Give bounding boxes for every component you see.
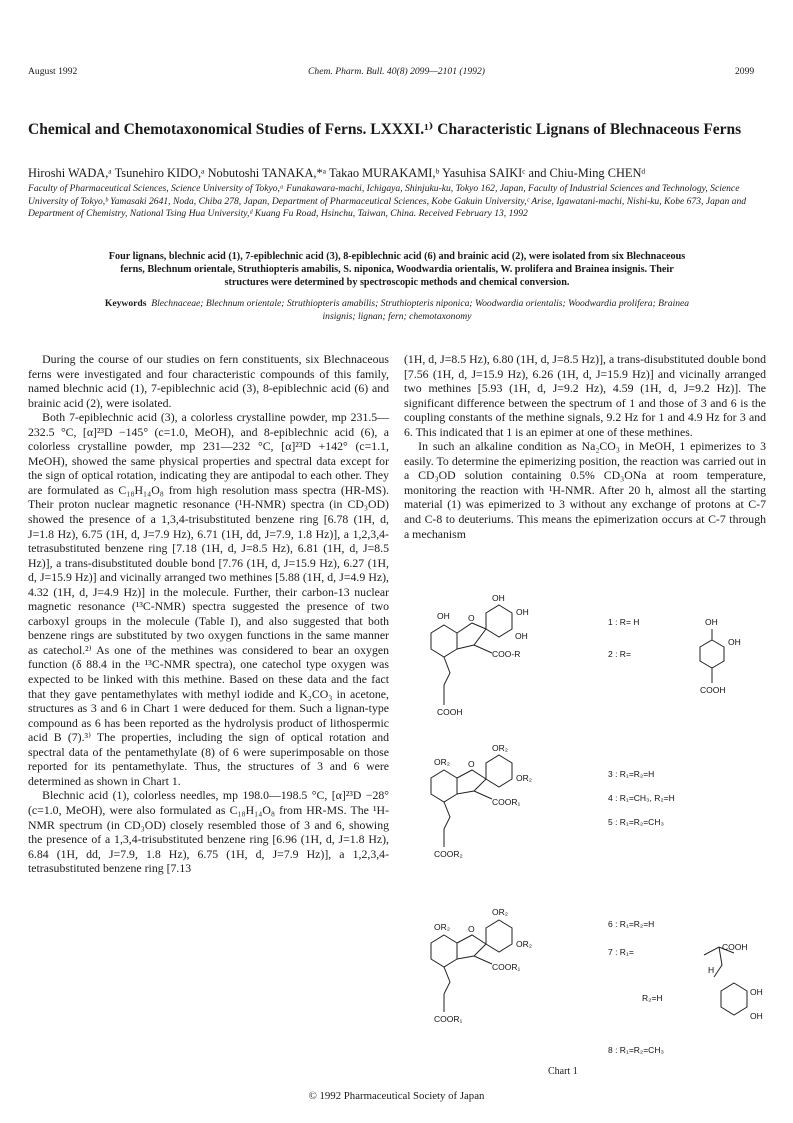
label-oh: OH — [516, 607, 529, 617]
label-oh: OH — [515, 631, 528, 641]
label-or2: OR₂ — [516, 773, 533, 783]
keywords-text: Blechnaceae; Blechnum orientale; Struthiopteris amabilis; Struthiopteris niponica; Woodwardia orientalis; Woodwardia prolifera; Brainea insignis; lignan; fern; chemotaxonomy — [151, 298, 690, 322]
label-coo-r: COO-R — [492, 649, 521, 659]
label-oh: OH — [492, 593, 505, 603]
label-cooh: COOH — [722, 942, 748, 952]
label-coor1: COOR₁ — [434, 1014, 463, 1024]
label-oh: OH — [750, 1011, 763, 1021]
header-page-number: 2099 — [735, 66, 755, 77]
keywords — [102, 298, 692, 323]
chart-1-structures — [404, 565, 766, 1080]
keywords-label: Keywords — [104, 298, 147, 309]
label-or2: OR₂ — [492, 743, 509, 753]
compound-8-label: 8 : R₁=R₂=CH₃ — [608, 1045, 664, 1055]
compound-7-r2-label: R₂=H — [642, 993, 663, 1003]
label-or2: OR₂ — [516, 939, 533, 949]
compound-2-label: 2 : R= — [608, 649, 631, 659]
label-oh: OH — [437, 611, 450, 621]
label-coor1: COOR₁ — [492, 797, 521, 807]
body-column-right — [404, 352, 766, 541]
label-oh: OH — [750, 987, 763, 997]
header-date: August 1992 — [28, 66, 78, 77]
body-paragraph: Blechnic acid (1), colorless needles, mp 198.0—198.5 °C, [α]²³D −28° (c=1.0, MeOH), were also formulated as C₁₈H₁₄O₈ from HR-MS. The ¹H-NMR spectrum (in CD₃OD) closely resembled those of 3 and 6, showing the presence of a 1,3,4-trisubstituted benzene ring [6.96 (1H, d, J=1.8 Hz), 6.84 (1H, dd, J=7.9, 1.8 Hz), 6.75 (1H, d, J=7.9 Hz)], a 1,2,3,4-tetrasubstituted benzene ring [7.13 — [28, 788, 389, 876]
label-ring-oxygen: O — [468, 613, 475, 623]
label-or2: OR₂ — [434, 757, 451, 767]
compound-1-label: 1 : R= H — [608, 617, 640, 627]
abstract: Four lignans, blechnic acid (1), 7-epiblechnic acid (3), 8-epiblechnic acid (6) and brainic acid (2), were isolated from six Blechnaceous ferns, Blechnum orientale, Struthiopteris amabilis, S. niponica, Woodwardia orientalis, W. prolifera and Brainea insignis. Their structures were determined by spectroscopic methods and chemical conversion. — [108, 251, 686, 288]
label-ring-oxygen: O — [468, 759, 475, 769]
label-oh: OH — [728, 637, 741, 647]
label-cooh: COOH — [700, 685, 726, 695]
label-or2: OR₂ — [434, 922, 451, 932]
label-coor1: COOR₁ — [492, 962, 521, 972]
chart-caption: Chart 1 — [548, 1066, 578, 1077]
compound-4-label: 4 : R₁=CH₃, R₂=H — [608, 793, 675, 803]
header-journal: Chem. Pharm. Bull. 40(8) 2099—2101 (1992) — [308, 66, 485, 77]
paper-title: Chemical and Chemotaxonomical Studies of Ferns. LXXXI.¹⁾ Characteristic Lignans of Blechnaceous Ferns — [28, 121, 742, 138]
affiliations: Faculty of Pharmaceutical Sciences, Science University of Tokyo,ᵃ Funakawara-machi, Ichigaya, Shinjuku-ku, Tokyo 162, Japan, Faculty of Industrial Sciences and Technology, Science University of Tokyo,ᵇ Yamasaki 2641, Noda, Chiba 278, Japan, Department of Pharmaceutical Sciences, Kobe Gakuin University,ᶜ Arise, Igawatani-machi, Nishi-ku, Kobe 673, Japan and Department of Chemistry, National Tsing Hua University,ᵈ Kuang Fu Road, Hsinchu, Taiwan, China. Received February 13, 1992 — [28, 183, 747, 220]
compound-5-label: 5 : R₁=R₂=CH₃ — [608, 817, 664, 827]
label-oh: OH — [705, 617, 718, 627]
copyright-footer: © 1992 Pharmaceutical Society of Japan — [308, 1090, 485, 1102]
body-paragraph: In such an alkaline condition as Na₂CO₃ in MeOH, 1 epimerizes to 3 easily. To determine the epimerizing position, the reaction was carried out in a CD₃OD solution containing 0.5% CD₃ONa at room temperature, monitoring the reaction with ¹H-NMR. After 20 h, almost all the starting material (1) was epimerized to 3 without any exchange of protons at C-7 and C-8 to deuteriums. This means the epimerization occurs at C-7 through a mechanism — [404, 439, 766, 541]
body-paragraph: During the course of our studies on fern constituents, six Blechnaceous ferns were investigated and four characteristic compounds of this family, named blechnic acid (1), 7-epiblechnic acid (3), 8-epiblechnic acid (6) and brainic acid (2), were isolated. — [28, 352, 389, 410]
label-h: H — [708, 965, 715, 975]
label-or2: OR₂ — [492, 907, 509, 917]
body-column-left — [28, 352, 389, 876]
compound-7-label: 7 : R₁= — [608, 947, 634, 957]
chemical-structures-drawing — [404, 565, 766, 1080]
body-paragraph: Both 7-epiblechnic acid (3), a colorless crystalline powder, mp 231.5—232.5 °C, [α]²³D −145° (c=1.0, MeOH), and 8-epiblechnic acid (6), a colorless crystalline powder, mp 231—232 °C, [α]²³D +142° (c=1.1, MeOH), showed the same physical properties and spectral data except for the sign of optical rotation, indicating they are antipodal to each other. They are formulated as C₁₈H₁₄O₈ from high resolution mass spectra (HR-MS). Their proton nuclear magnetic resonance (¹H-NMR) spectra (in CD₃OD) showed the presence of a 1,3,4-trisubstituted benzene ring [6.78 (1H, d, J=1.8 Hz), 6.75 (1H, d, J=7.9 Hz), 6.71 (1H, dd, J=7.9, 1.8 Hz)], a 1,2,3,4-tetrasubstituted benzene ring [7.18 (1H, d, J=8.5 Hz), 6.81 (1H, d, J=8.5 Hz)], a trans-disubstituted double bond [7.76 (1H, d, J=15.9 Hz), 6.27 (1H, d, J=15.9 Hz)] and vicinally arranged two methines [5.88 (1H, d, J=4.9 Hz), 4.32 (1H, d, J=4.9 Hz)] in the molecule. Further, their carbon-13 nuclear magnetic resonance (¹³C-NMR) spectra suggested the presence of two carboxyl groups in the molecule (Table I), and also suggested that both benzene rings are substituted by two oxygen functions in the same manner as catechol.²⁾ As one of the methines was considered to bear an oxygen function (δ 88.4 in the ¹³C-NMR spectra), one catechol type oxygen was expected to be linked with this methine. Based on these data and the fact that they gave pentamethylates with methyl iodide and K₂CO₃ in acetone, structures as 3 and 6 in Chart 1 were deduced for them. Such a lignan-type compound as 6 has been reported as the hydrolysis product of lithospermic acid B (7).³⁾ The properties, including the sign of optical rotation and spectral data of the pentamethylate (8) of 6 were superimposable on those reported for its pentamethylate. Thus, the structures of 3 and 6 were determined as shown in Chart 1. — [28, 410, 389, 788]
label-coor2: COOR₂ — [434, 849, 463, 859]
compound-3-label: 3 : R₁=R₂=H — [608, 769, 655, 779]
label-ring-oxygen: O — [468, 924, 475, 934]
compound-6-label: 6 : R₁=R₂=H — [608, 919, 655, 929]
author-list: Hiroshi WADA,ᵃ Tsunehiro KIDO,ᵃ Nobutoshi TANAKA,*ᵃ Takao MURAKAMI,ᵇ Yasuhisa SAIKIᶜ and Chiu-Ming CHENᵈ — [28, 166, 646, 180]
body-paragraph: (1H, d, J=8.5 Hz), 6.80 (1H, d, J=8.5 Hz)], a trans-disubstituted double bond [7.56 (1H, d, J=15.9 Hz), 6.26 (1H, d, J=15.9 Hz)] and vicinally arranged two methines [5.93 (1H, d, J=9.2 Hz), 4.59 (1H, d, J=9.2 Hz)]. The significant difference between the spectrum of 1 and those of 3 and 6 is the coupling constants of the methine signals, 9.2 Hz for 1 and 4.9 Hz for 3 and 6. This indicated that 1 is an epimer at one of these methines. — [404, 352, 766, 439]
label-cooh: COOH — [437, 707, 463, 717]
